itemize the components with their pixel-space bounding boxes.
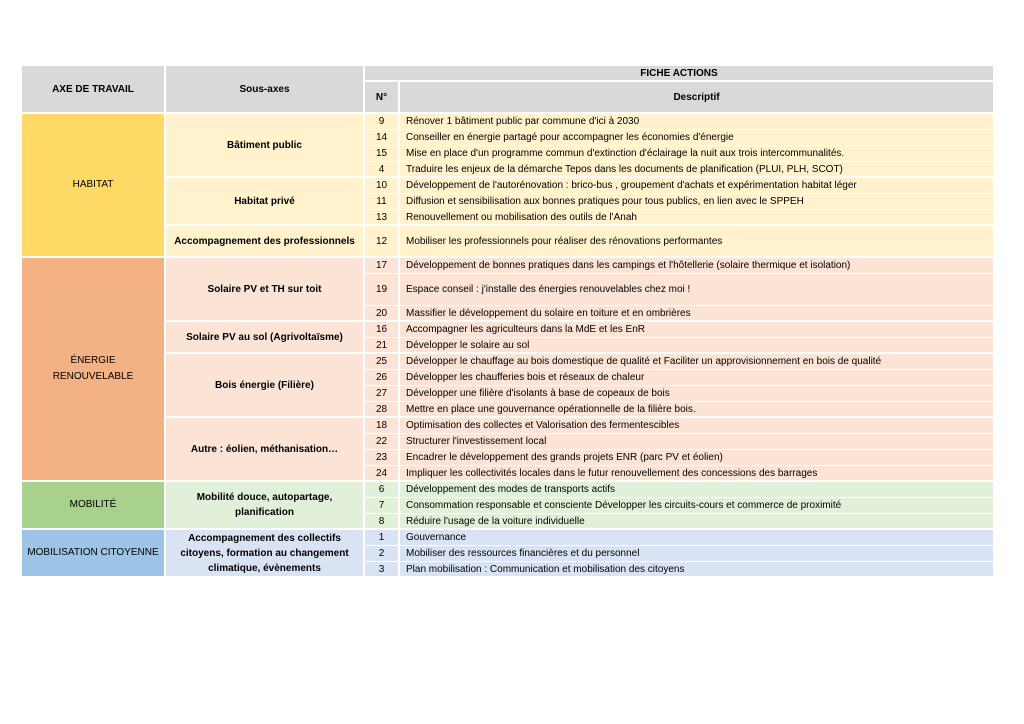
axe-cell: MOBILISATION CITOYENNE [22,530,166,578]
action-description: Optimisation des collectes et Valorisation des fermentescibles [400,418,993,434]
table-row [22,258,993,274]
action-description: Encadrer le développement des grands projets ENR (parc PV et éolien) [400,450,993,466]
action-number: 17 [365,258,400,274]
action-number: 10 [365,178,400,194]
axe-cell: HABITAT [22,114,166,258]
action-number: 23 [365,450,400,466]
header-sous-axes: Sous-axes [166,66,365,114]
action-number: 3 [365,562,400,578]
action-description: Massifier le développement du solaire en toiture et en ombrières [400,306,993,322]
action-description: Plan mobilisation : Communication et mobilisation des citoyens [400,562,993,578]
action-number: 28 [365,402,400,418]
sous-axe-cell: Accompagnement des collectifs citoyens, formation au changement climatique, évènements [166,530,365,578]
action-number: 25 [365,354,400,370]
action-description: Impliquer les collectivités locales dans le futur renouvellement des concessions des barrages [400,466,993,482]
table-row [22,226,993,258]
header-numero: N° [365,82,400,114]
action-description: Mobiliser les professionnels pour réaliser des rénovations performantes [400,226,993,258]
action-number: 2 [365,546,400,562]
action-number: 16 [365,322,400,338]
action-description: Consommation responsable et consciente Développer les circuits-cours et commerce de proximité [400,498,993,514]
action-number: 27 [365,386,400,402]
action-description: Diffusion et sensibilisation aux bonnes pratiques pour tous publics, en lien avec le SPPEH [400,194,993,210]
action-description: Développement de l'autorénovation : brico-bus , groupement d'achats et expérimentation habitat léger [400,178,993,194]
table-body [22,114,993,578]
action-description: Structurer l'investissement local [400,434,993,450]
action-description: Mise en place d'un programme commun d'extinction d'éclairage la nuit aux trois intercommunalités. [400,146,993,162]
axe-cell: MOBILITÉ [22,482,166,530]
action-description: Mobiliser des ressources financières et du personnel [400,546,993,562]
action-number: 7 [365,498,400,514]
action-description: Développement des modes de transports actifs [400,482,993,498]
table-row [22,418,993,434]
axe-cell: ÉNERGIE RENOUVELABLE [22,258,166,482]
action-description: Développer le chauffage au bois domestique de qualité et Faciliter un approvisionnement en bois de qualité [400,354,993,370]
action-description: Espace conseil : j'installe des énergies renouvelables chez moi ! [400,274,993,306]
action-number: 9 [365,114,400,130]
action-number: 18 [365,418,400,434]
header-descriptif: Descriptif [400,82,993,114]
action-description: Développement de bonnes pratiques dans les campings et l'hôtellerie (solaire thermique et isolation) [400,258,993,274]
action-description: Accompagner les agriculteurs dans la MdE et les EnR [400,322,993,338]
action-description: Développer le solaire au sol [400,338,993,354]
action-number: 19 [365,274,400,306]
action-number: 15 [365,146,400,162]
action-number: 21 [365,338,400,354]
sous-axe-cell: Solaire PV et TH sur toit [166,258,365,322]
action-description: Conseiller en énergie partagé pour accompagner les économies d'énergie [400,130,993,146]
sous-axe-cell: Solaire PV au sol (Agrivoltaïsme) [166,322,365,354]
table-row [22,354,993,370]
action-number: 13 [365,210,400,226]
table-row [22,482,993,498]
sous-axe-cell: Autre : éolien, méthanisation… [166,418,365,482]
action-number: 1 [365,530,400,546]
action-number: 22 [365,434,400,450]
action-number: 11 [365,194,400,210]
fiche-actions-table [22,66,993,578]
table-row [22,114,993,130]
table-row [22,530,993,546]
table-row [22,178,993,194]
sous-axe-cell: Bois énergie (Filière) [166,354,365,418]
action-description: Traduire les enjeux de la démarche Tepos dans les documents de planification (PLUI, PLH, SCOT) [400,162,993,178]
action-number: 8 [365,514,400,530]
header-fiche-actions: FICHE ACTIONS [365,66,993,82]
header-row-1 [22,66,993,82]
action-description: Renouvellement ou mobilisation des outils de l'Anah [400,210,993,226]
action-number: 24 [365,466,400,482]
header-axe-de-travail: AXE DE TRAVAIL [22,66,166,114]
sous-axe-cell: Habitat privé [166,178,365,226]
action-number: 20 [365,306,400,322]
action-number: 26 [365,370,400,386]
action-number: 14 [365,130,400,146]
action-description: Développer une filière d'isolants à base de copeaux de bois [400,386,993,402]
action-description: Développer les chaufferies bois et réseaux de chaleur [400,370,993,386]
sous-axe-cell: Accompagnement des professionnels [166,226,365,258]
action-description: Réduire l'usage de la voiture individuelle [400,514,993,530]
action-number: 6 [365,482,400,498]
action-description: Mettre en place une gouvernance opérationnelle de la filière bois. [400,402,993,418]
action-number: 12 [365,226,400,258]
sous-axe-cell: Bâtiment public [166,114,365,178]
sous-axe-cell: Mobilité douce, autopartage, planification [166,482,365,530]
action-number: 4 [365,162,400,178]
table-row [22,322,993,338]
action-description: Gouvernance [400,530,993,546]
action-description: Rénover 1 bâtiment public par commune d'ici à 2030 [400,114,993,130]
